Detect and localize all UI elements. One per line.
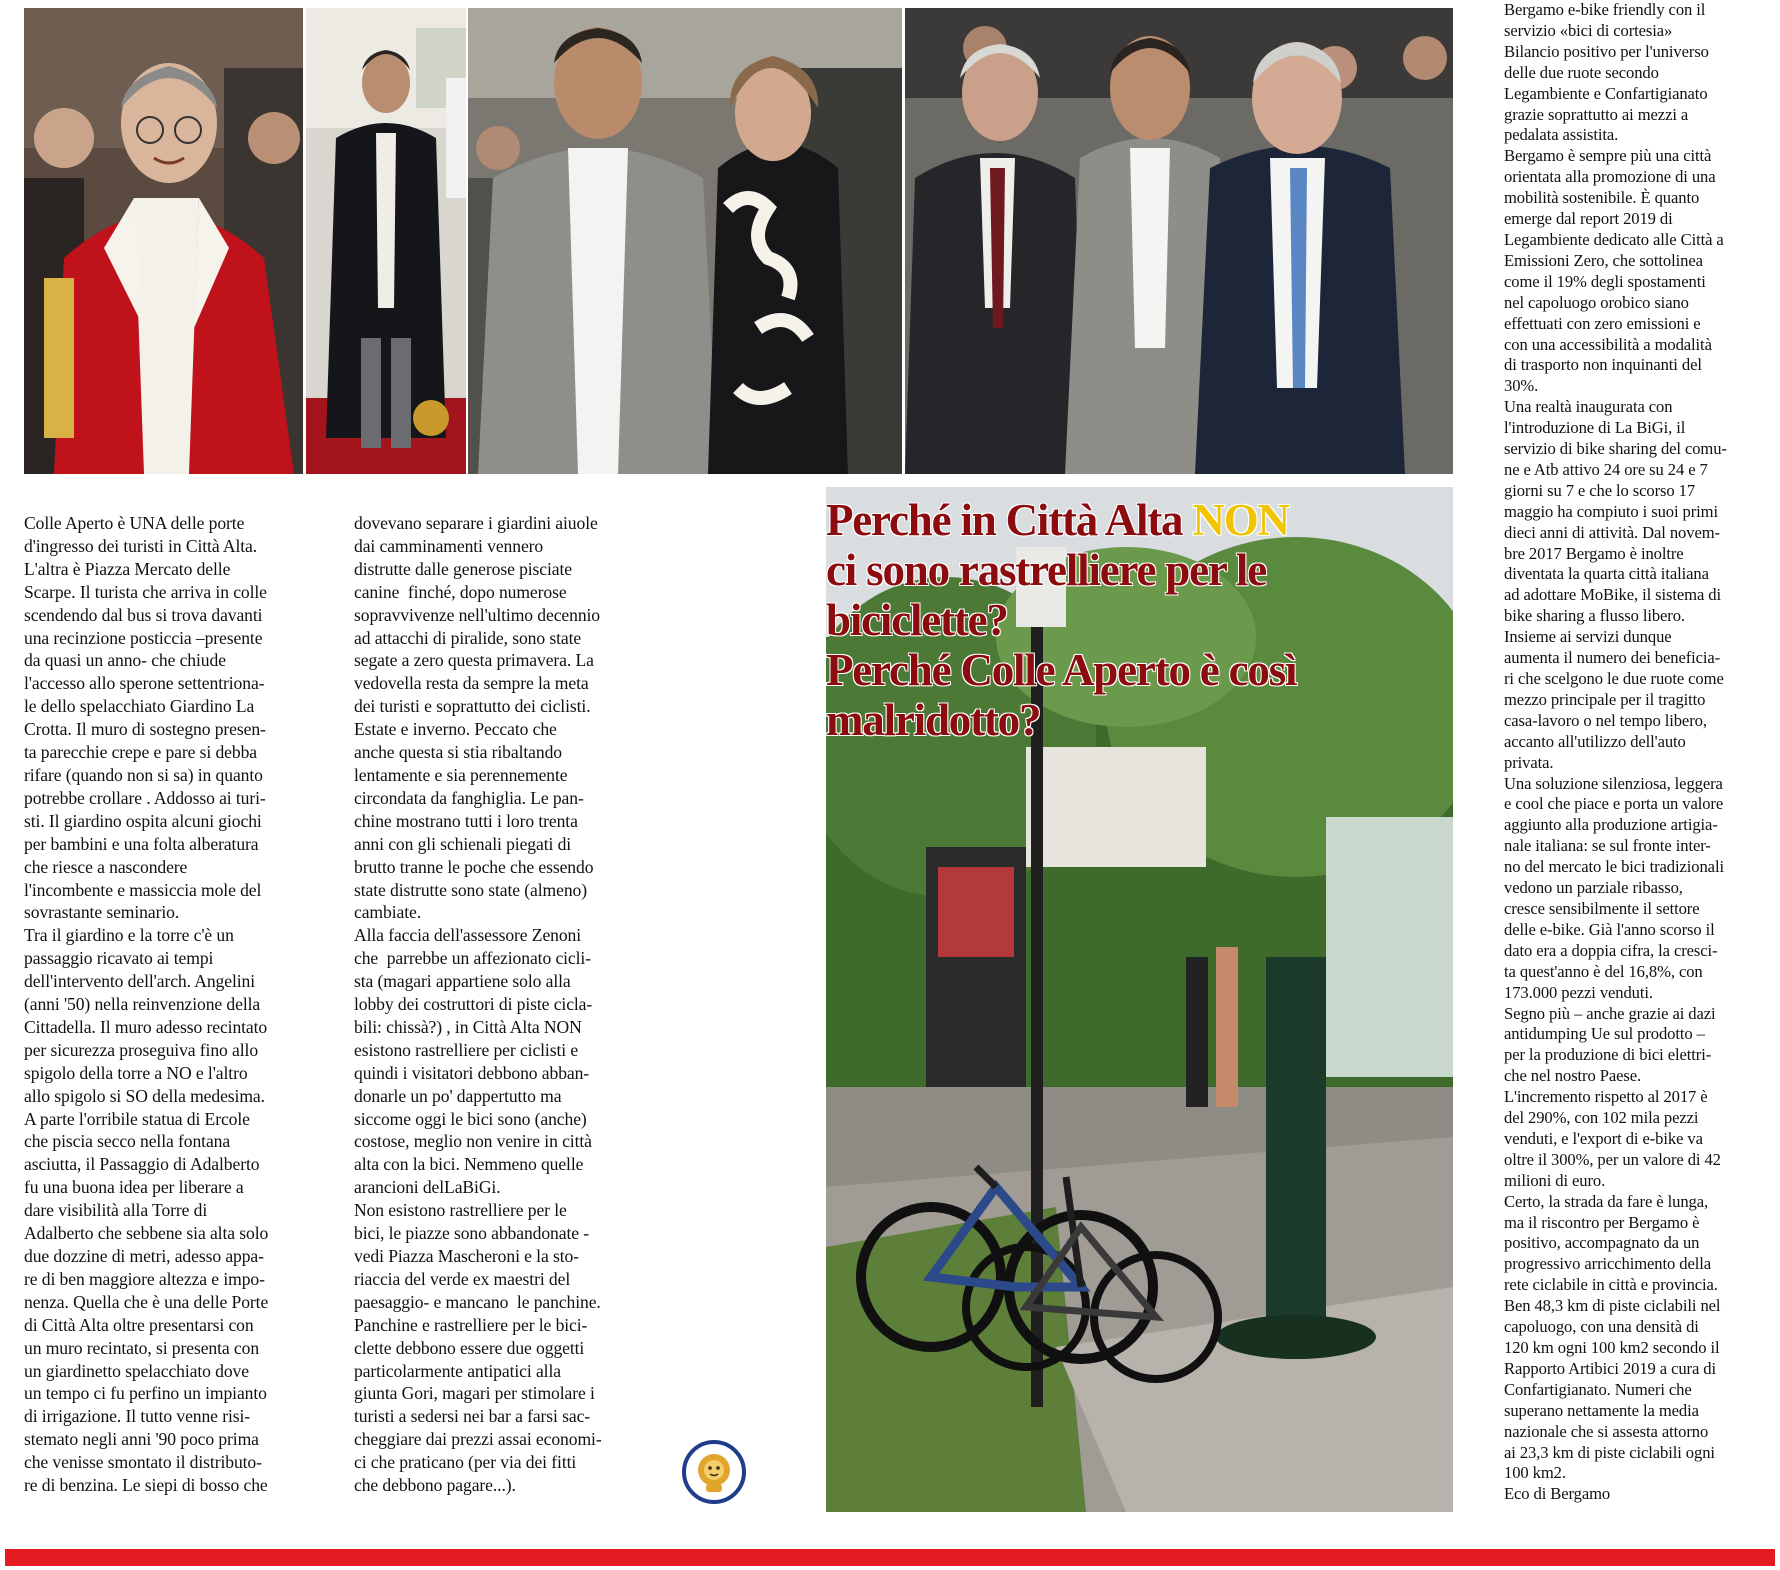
headline-line-1	[826, 495, 1456, 545]
article-column-2: dovevano separare i giardini aiuole dai camminamenti vennero distrutte dalle generose pisciate canine finché, dopo numerose sopravvivenze nell'ultimo decennio ad attacchi di piralide, sono state segate a zero questa primavera. La vedovella resta da sempre la meta dei turisti e soprattutto dei ciclisti. Estate e inverno. Peccato che anche questa si stia ribaltando lentamente e sia perennemente circondata da fanghiglia. Le pan- chine mostrano tutti i loro trenta anni con gli schienali piegati di brutto tranne le poche che essendo state distrutte sono state (almeno) cambiate. Alla faccia dell'assessore Zenoni che parrebbe un affezionato cicli- sta (magari appartiene solo alla lobby dei costruttori di piste cicla- bili: chissà?) , in Città Alta NON esistono rastrelliere per ciclisti e quindi i visitatori debbono abban- donarle un po' dappertutto ma siccome oggi le bici sono (anche) costose, meglio non venire in città alta con la bici. Nemmeno quelle arancioni delLaBiGi. Non esistono rastrelliere per le bici, le piazze sono abbandonate - vedi Piazza Mascheroni e la sto- riaccia del verde ex maestri del paesaggio- e mancano le panchine. Panchine e rastrelliere per le bici- clette debbono essere due oggetti particolarmente antipatici alla giunta Gori, magari per stimolare i turisti a sedersi nei bar a farsi sac- cheggiare dai prezzi assai economi- ci che praticano (per via dei fitti che debbono pagare...).	[354, 513, 602, 1496]
photo-couple	[468, 8, 902, 474]
photo-judge-ceremony	[24, 8, 303, 474]
article-column-1: Colle Aperto è UNA delle porte d'ingresso dei turisti in Città Alta. L'altra è Piazza Mercato delle Scarpe. Il turista che arriva in colle scendendo dal bus si trova davanti una recinzione posticcia –presente da quasi un anno- che chiude l'accesso allo sperone settentriona- le dello spelacchiato Giardino La Crotta. Il muro di sostegno presen- ta parecchie crepe e pare si debba rifare (quando non si sa) in quanto potrebbe crollare . Addosso ai turi- sti. Il giardino ospita alcuni giochi per bambini e una folta alberatura che riesce a nascondere l'incombente e massiccia mole del sovrastante seminario. Tra il giardino e la torre c'è un passaggio ricavato ai tempi dell'intervento dell'arch. Angelini (anni '50) nella reinvenzione della Cittadella. Il muro adesso recintato per sicurezza proseguiva fino allo spigolo della torre a NO e l'altro allo spigolo si SO della medesima. A parte l'orribile statua di Ercole che piscia secco nella fontana asciutta, il Passaggio di Adalberto fu una buona idea per liberare a dare visibilità alla Torre di Adalberto che sebbene sia alta solo due dozzine di metri, adesso appa- re di ben maggiore altezza e impo- nenza. Quella che è una delle Porte di Città Alta oltre presentarsi con un muro recintato, si presenta con un giardinetto spelacchiato dove un tempo ci fu perfino un impianto di irrigazione. Il tutto venne risi- stemato negli anni '90 poco prima che venisse smontato il distributo- re di benzina. Le siepi di bosso che	[24, 513, 269, 1496]
headline-line-1-text: Perché in Città Alta	[826, 495, 1193, 545]
headline-line-2	[826, 545, 1456, 645]
sidebar-article-ebike: Bergamo e-bike friendly con il servizio «bici di cortesia» Bilancio positivo per l'universo delle due ruote secondo Legambiente e Confartigianato grazie soprattutto ai mezzi a pedalata assistita. Bergamo è sempre più una città orientata alla promozione di una mobilità sostenibile. È quanto emerge dal report 2019 di Legambiente dedicato alle Città a Emissioni Zero, che sottolinea come il 19% degli spostamenti nel capoluogo orobico siano effettuati con zero emissioni e con una accessibilità a modalità di trasporto non inquinanti del 30%. Una realtà inaugurata con l'introduzione di La BiGi, il servizio di bike sharing del comu- ne e Atb attivo 24 ore su 24 e 7 giorni su 7 e che lo scorso 17 maggio ha compiuto i suoi primi dieci anni di attività. Dal novem- bre 2017 Bergamo è inoltre diventata la quarta città italiana ad adottare MoBike, il sistema di bike sharing a flusso libero. Insieme ai servizi dunque aumenta il numero dei beneficia- ri che scelgono le due ruote come mezzo principale per il tragitto casa-lavoro o nel tempo libero, accanto all'utilizzo dell'auto privata. Una soluzione silenziosa, leggera e cool che piace e porta un valore aggiunto alla produzione artigia- nale italiana: se sul fronte inter- no del mercato le bici tradizionali vedono un parziale ribasso, cresce sensibilmente il settore delle e-bike. Già l'anno scorso il dato era a doppia cifra, la cresci- ta quest'anno è del 16,8%, con 173.000 pezzi venduti. Segno più – anche grazie ai dazi antidumping Ue sul prodotto – per la produzione di bici elettri- che nel nostro Paese. L'incremento rispetto al 2017 è del 290%, con 102 mila pezzi venduti, e l'export di e-bike va oltre il 300%, per un valore di 42 milioni di euro. Certo, la strada da fare è lunga, ma il riscontro per Bergamo è positivo, accompagnato da un progressivo arricchimento della rete ciclabile in città e provincia. Ben 48,3 km di piste ciclabili nel capoluogo, con una densità di 120 km ogni 100 km2 secondo il Rapporto Artibici 2019 a cura di Confartigianato. Numeri che superano nettamente la media nazionale che si assesta attorno ai 23,3 km di piste ciclabili ogni 100 km2. Eco di Bergamo	[1504, 0, 1727, 1504]
lion-emblem-icon	[682, 1440, 746, 1504]
footer-red-bar	[5, 1549, 1775, 1566]
headline	[826, 495, 1456, 745]
headline-line-2-tail: per le biciclette?	[826, 545, 1266, 645]
headline-line-2-text: ci sono rastrelliere	[826, 545, 1166, 595]
headline-line-3: Perché Colle Aperto è così malridotto?	[826, 645, 1297, 745]
photo-man-in-gown	[306, 8, 466, 474]
photo-three-men	[905, 8, 1453, 474]
headline-highlight-non: NON	[1192, 495, 1289, 545]
